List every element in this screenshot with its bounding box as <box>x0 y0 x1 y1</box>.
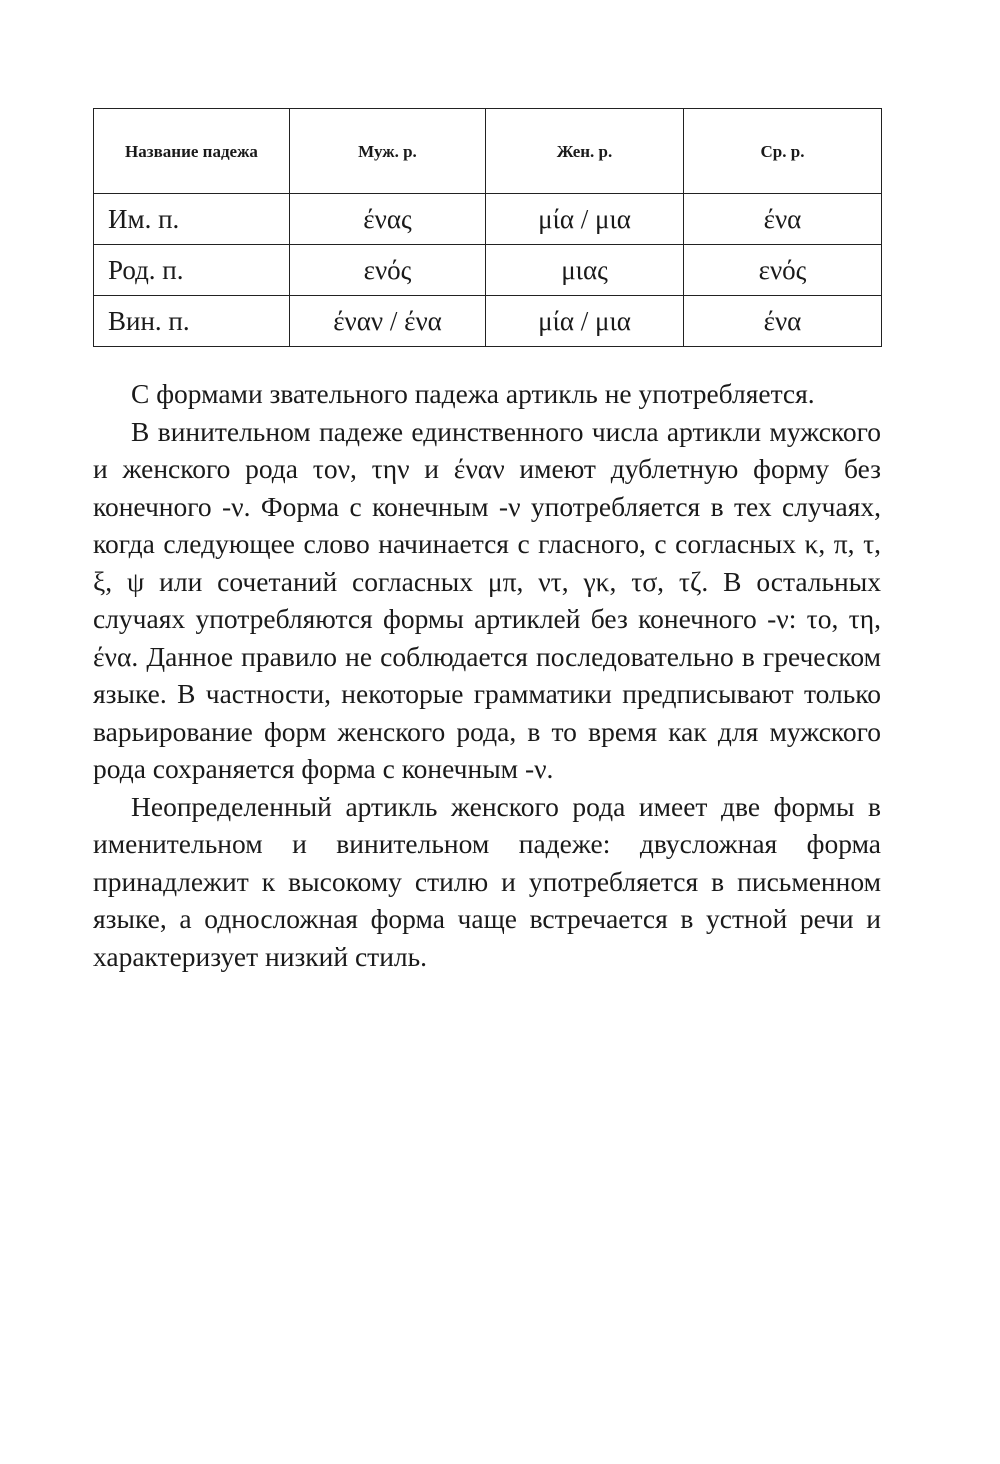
header-feminine: Жен. р. <box>486 109 684 194</box>
article-declension-table <box>93 108 882 347</box>
masculine-cell: ενός <box>290 245 486 296</box>
table-row <box>94 194 882 245</box>
neuter-cell: ένα <box>684 296 882 347</box>
feminine-cell: μία / μια <box>486 194 684 245</box>
header-case-name: Название падежа <box>94 109 290 194</box>
header-neuter: Ср. р. <box>684 109 882 194</box>
masculine-cell: ένας <box>290 194 486 245</box>
neuter-cell: ένα <box>684 194 882 245</box>
body-text <box>93 375 881 975</box>
case-name-cell: Вин. п. <box>94 296 290 347</box>
case-name-cell: Род. п. <box>94 245 290 296</box>
paragraph: С формами звательного падежа артикль не употребляется. <box>131 378 815 409</box>
feminine-cell: μιας <box>486 245 684 296</box>
table-row <box>94 296 882 347</box>
table-header-row <box>94 109 882 194</box>
masculine-cell: έναν / ένα <box>290 296 486 347</box>
table-row <box>94 245 882 296</box>
header-masculine: Муж. р. <box>290 109 486 194</box>
neuter-cell: ενός <box>684 245 882 296</box>
paragraph: В винительном падеже единственного числа артикли мужского и женского рода τον, την и έναν имеют дублетную форму без конечного -ν. Форма с конечным -ν употребляется в тех случаях, когда следующее слово начинается с гласного, с согласных κ, π, τ, ξ, ψ или сочетаний согласных μπ, ντ, γκ, τσ, τζ. В остальных случаях употребляются формы артиклей без конечного -ν: το, τη, ένα. Данное правило не соблюдается последовательно в греческом языке. В частности, некоторые грамматики предписывают только варьирование форм женского рода, в то время как для мужского рода сохраняется форма с конечным -ν. <box>93 415 881 784</box>
paragraph: Неопределенный артикль женского рода имеет две формы в именительном и винительном падеже: двусложная форма принадлежит к высокому стилю и употребляется в письменном языке, а односложная форма чаще встречается в устной речи и характеризует низкий стиль. <box>93 790 881 972</box>
feminine-cell: μία / μια <box>486 296 684 347</box>
case-name-cell: Им. п. <box>94 194 290 245</box>
